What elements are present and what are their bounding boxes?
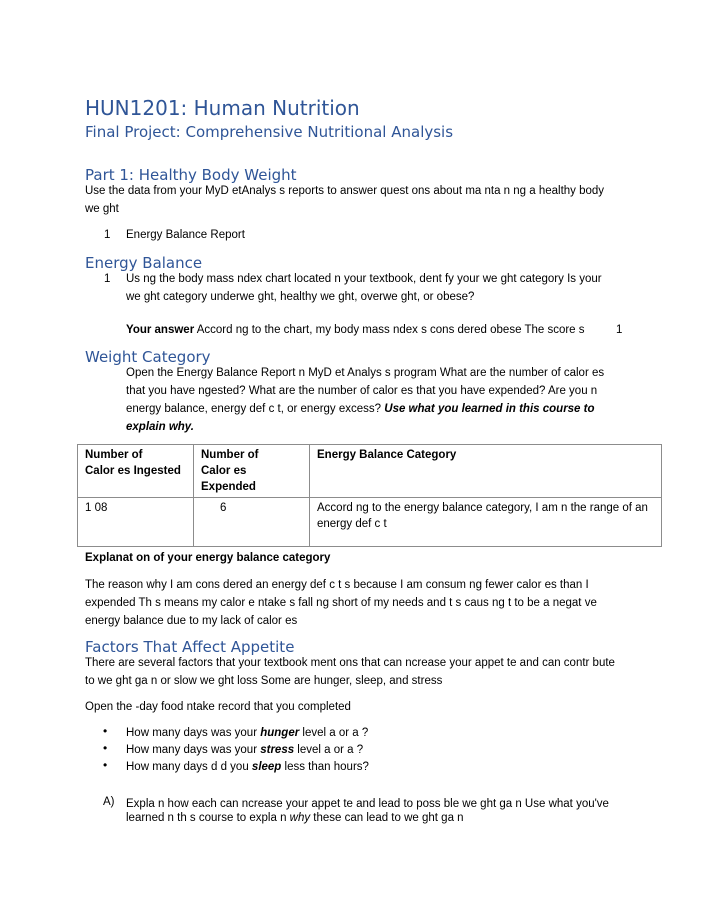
- explanation-heading: Explanat on of your energy balance category: [85, 552, 331, 564]
- col-header-calories-expended: Number of Calor es Expended: [194, 445, 310, 498]
- cell-calories-expended: 6: [194, 498, 310, 547]
- bullet-icon: •: [103, 724, 108, 738]
- list-item-hunger: How many days was your hunger level a or a ?: [126, 727, 369, 739]
- energy-balance-heading: Energy Balance: [85, 254, 203, 272]
- energy-balance-table: [77, 444, 662, 547]
- bullet-icon: •: [103, 741, 108, 755]
- list-item-stress: How many days was your stress level a or a ?: [126, 744, 364, 756]
- question-number: 1: [104, 273, 111, 285]
- explanation-line1: The reason why I am cons dered an energy def c t s because I am consum ng fewer calor es than I: [85, 579, 589, 591]
- explanation-line2: expended Th s means my calor e ntake s fall ng short of my needs and t s caus ng t to be a negat ve: [85, 597, 597, 609]
- weight-category-heading: Weight Category: [85, 348, 211, 366]
- answer-label: Your answer: [126, 324, 195, 336]
- energy-balance-report-label: Energy Balance Report: [126, 229, 245, 241]
- part1-intro-line1: Use the data from your MyD etAnalys s reports to answer quest ons about ma nta n ng a healthy body: [85, 185, 605, 197]
- factors-line2: to we ght ga n or slow we ght loss Some are hunger, sleep, and stress: [85, 675, 443, 687]
- bmi-question-line2: we ght category underwe ght, healthy we ght, overwe ght, or obese?: [126, 291, 475, 303]
- factors-line1: There are several factors that your textbook ment ons that can ncrease your appet te and can contr bute: [85, 657, 615, 669]
- bmi-answer: [126, 321, 585, 339]
- weight-category-line1: Open the Energy Balance Report n MyD et Analys s program What are the number of calor es: [126, 367, 605, 379]
- table-header-row: [78, 445, 662, 498]
- factors-heading: Factors That Aﬀect Appetite: [85, 638, 295, 656]
- weight-category-line4: explain why.: [126, 421, 194, 433]
- page-subtitle: Final Project: Comprehensive Nutritional Analysis: [85, 123, 454, 141]
- cell-energy-balance-category: Accord ng to the energy balance category, I am n the range of an energy def c t: [310, 498, 662, 547]
- page-title: HUN1201: Human Nutrition: [85, 96, 360, 120]
- food-intake-line: Open the -day food ntake record that you completed: [85, 701, 351, 713]
- part-a-line2: learned n th s course to expla n why these can lead to we ght ga n: [126, 812, 464, 824]
- part1-intro-line2: we ght: [85, 203, 119, 215]
- weight-category-line3-text: energy balance, energy def c t, or energy excess?: [126, 403, 385, 415]
- part-a-label: A): [103, 796, 115, 808]
- weight-category-line3: [126, 400, 595, 418]
- explanation-line3: energy balance due to my lack of calor es: [85, 615, 298, 627]
- weight-category-line2: that you have ngested? What are the number of calor es that you have expended? Are you n: [126, 385, 598, 397]
- list-item-sleep: How many days d d you sleep less than hours?: [126, 761, 369, 773]
- col-header-energy-balance-category: Energy Balance Category: [310, 445, 662, 498]
- col-header-calories-ingested: Number of Calor es Ingested: [78, 445, 194, 498]
- part1-heading: Part 1: Healthy Body Weight: [85, 166, 297, 184]
- weight-category-line3-emphasis: Use what you learned in this course to: [384, 403, 595, 415]
- cell-calories-ingested: 1 08: [78, 498, 194, 547]
- bmi-score-value: 1: [616, 324, 623, 336]
- bullet-icon: •: [103, 758, 108, 772]
- answer-text: Accord ng to the chart, my body mass ndex s cons dered obese The score s: [194, 324, 585, 336]
- part-a-line1: Expla n how each can ncrease your appet te and lead to poss ble we ght ga n Use what you've: [126, 798, 609, 810]
- table-row: [78, 498, 662, 547]
- list-item-number: 1: [104, 229, 111, 241]
- bmi-question-line1: Us ng the body mass ndex chart located n your textbook, dent fy your we ght category Is your: [126, 273, 602, 285]
